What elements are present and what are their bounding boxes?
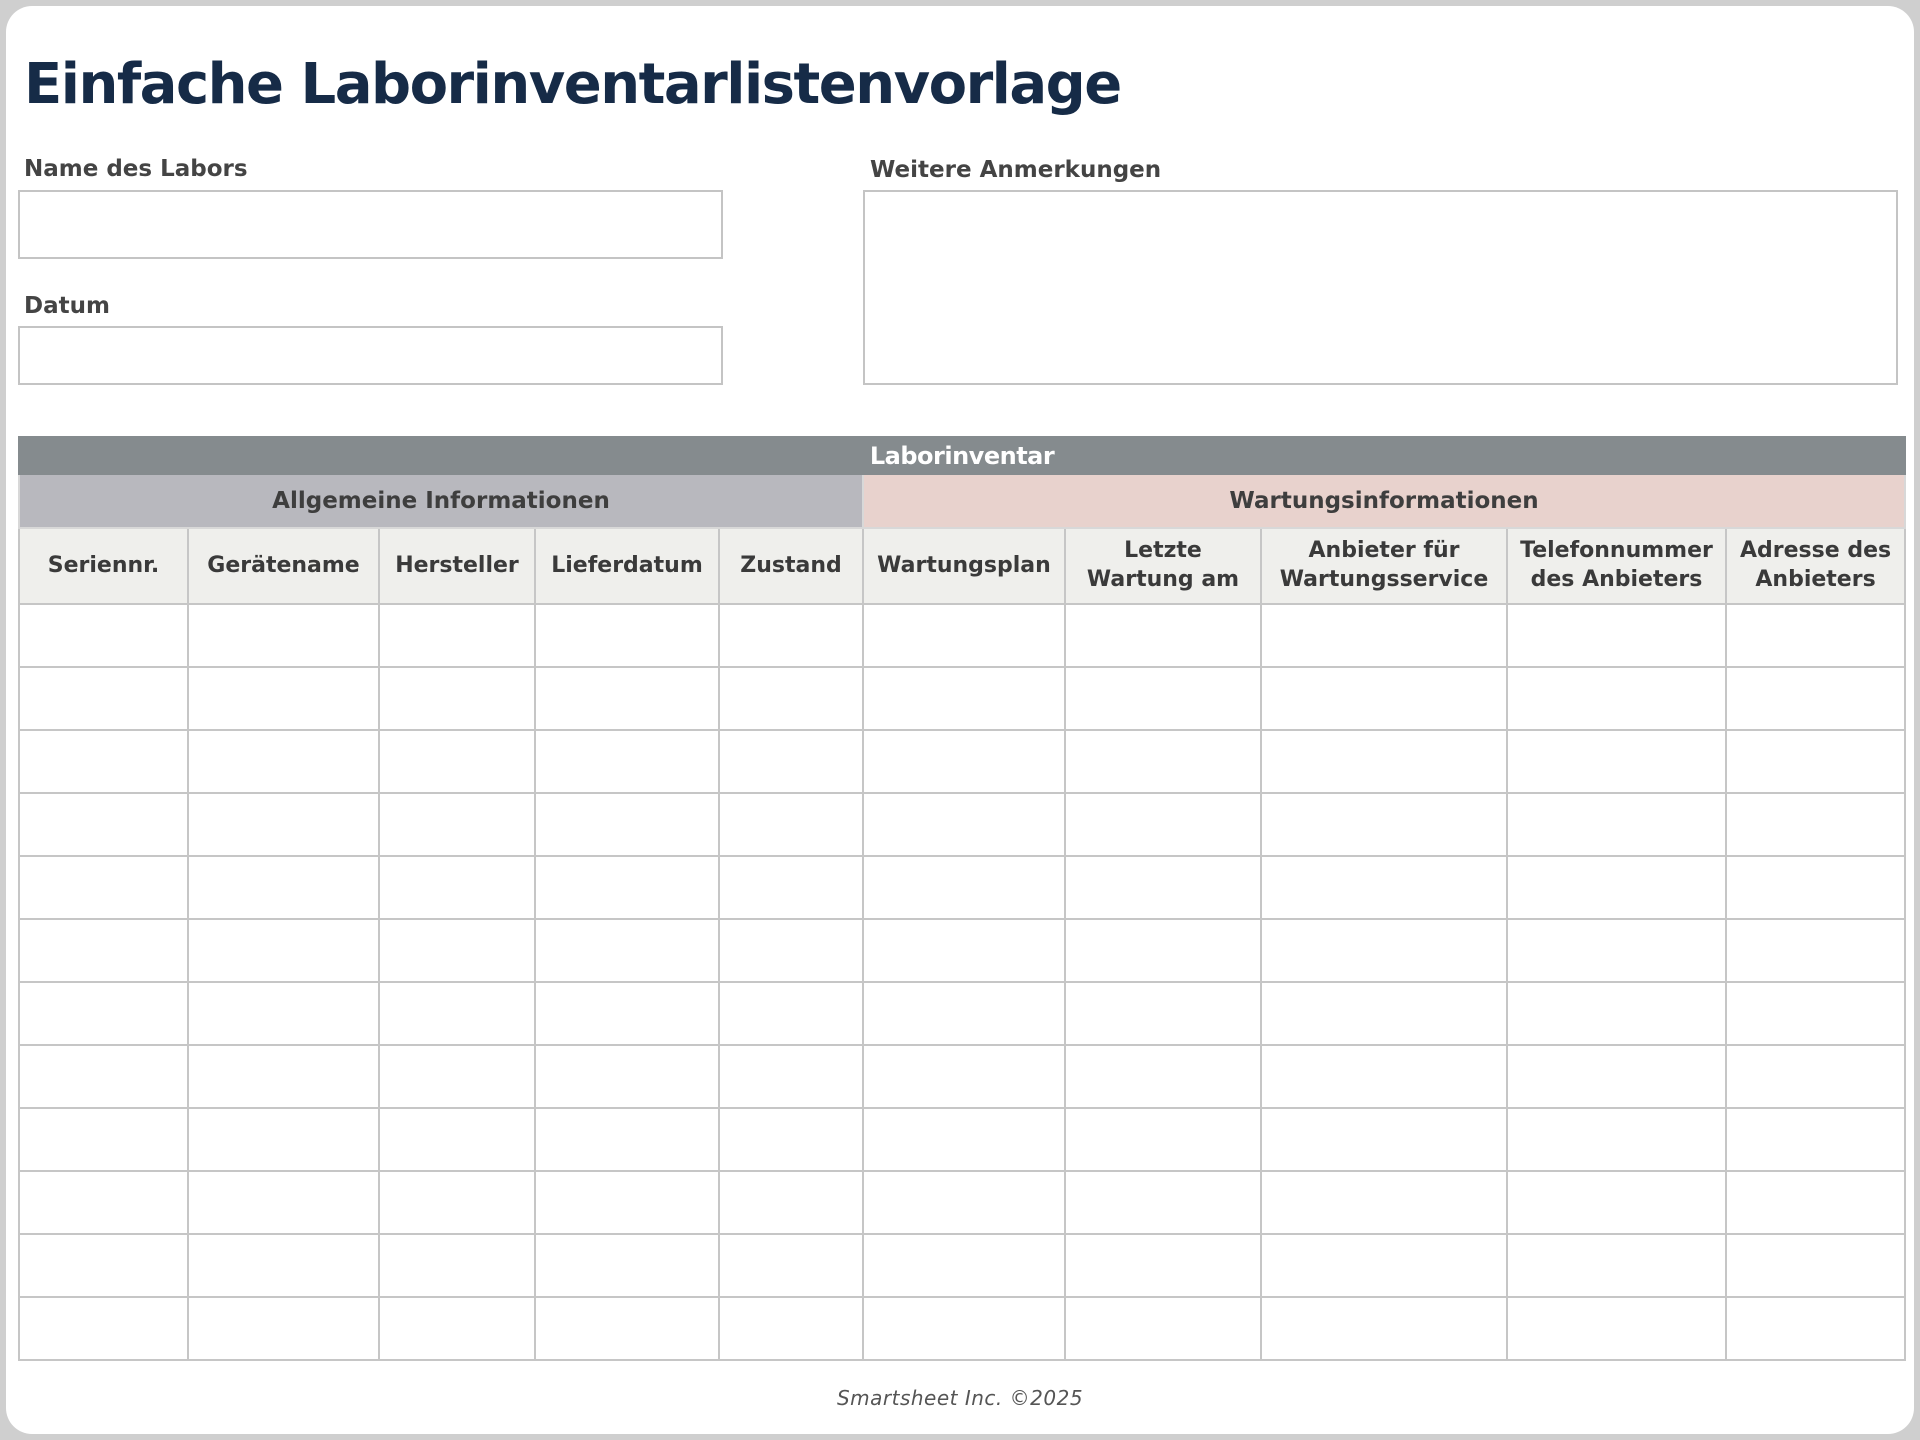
table-cell[interactable] [1507, 982, 1726, 1045]
lab-name-field[interactable] [18, 190, 723, 259]
column-header: Zustand [719, 528, 863, 604]
table-banner: Laborinventar [19, 437, 1905, 474]
notes-field[interactable] [863, 190, 1898, 385]
table-cell[interactable] [379, 667, 535, 730]
table-cell[interactable] [188, 1234, 379, 1297]
table-cell[interactable] [1261, 604, 1507, 667]
column-header: Telefonnummer des Anbieters [1507, 528, 1726, 604]
table-row [19, 1171, 1905, 1234]
column-header: Lieferdatum [535, 528, 719, 604]
table-cell[interactable] [379, 1045, 535, 1108]
table-cell[interactable] [1726, 1171, 1905, 1234]
date-field[interactable] [18, 326, 723, 385]
table-cell[interactable] [719, 604, 863, 667]
table-cell[interactable] [535, 604, 719, 667]
inventory-table-wrap [18, 436, 1904, 1361]
table-cell[interactable] [379, 919, 535, 982]
table-cell[interactable] [719, 1045, 863, 1108]
table-cell[interactable] [535, 1171, 719, 1234]
document-sheet [6, 6, 1914, 1434]
table-cell[interactable] [19, 856, 188, 919]
table-cell[interactable] [863, 1045, 1065, 1108]
table-row [19, 1297, 1905, 1360]
table-cell[interactable] [863, 604, 1065, 667]
table-cell[interactable] [1726, 856, 1905, 919]
inventory-table [18, 436, 1906, 1361]
table-cell[interactable] [1261, 1297, 1507, 1360]
table-cell[interactable] [1507, 919, 1726, 982]
table-cell[interactable] [535, 793, 719, 856]
table-cell[interactable] [719, 856, 863, 919]
table-body [19, 604, 1905, 1360]
table-row [19, 982, 1905, 1045]
table-cell[interactable] [379, 793, 535, 856]
table-cell[interactable] [719, 667, 863, 730]
table-cell[interactable] [719, 730, 863, 793]
table-cell[interactable] [1726, 667, 1905, 730]
table-cell[interactable] [1065, 982, 1261, 1045]
table-cell[interactable] [188, 1297, 379, 1360]
table-cell[interactable] [1507, 1234, 1726, 1297]
table-cell[interactable] [188, 604, 379, 667]
table-cell[interactable] [863, 730, 1065, 793]
table-cell[interactable] [1065, 1045, 1261, 1108]
table-cell[interactable] [19, 793, 188, 856]
table-cell[interactable] [188, 730, 379, 793]
table-cell[interactable] [1261, 1045, 1507, 1108]
table-cell[interactable] [19, 1108, 188, 1171]
table-cell[interactable] [19, 1045, 188, 1108]
table-cell[interactable] [535, 730, 719, 793]
table-cell[interactable] [1726, 1108, 1905, 1171]
table-cell[interactable] [1507, 856, 1726, 919]
table-cell[interactable] [535, 856, 719, 919]
table-cell[interactable] [19, 1171, 188, 1234]
table-cell[interactable] [535, 1108, 719, 1171]
table-cell[interactable] [379, 1297, 535, 1360]
table-cell[interactable] [1507, 604, 1726, 667]
page-title: Einfache Laborinventarlistenvorlage [24, 52, 1121, 117]
table-cell[interactable] [535, 919, 719, 982]
table-cell[interactable] [188, 982, 379, 1045]
table-cell[interactable] [863, 856, 1065, 919]
table-cell[interactable] [1261, 919, 1507, 982]
table-cell[interactable] [719, 982, 863, 1045]
table-cell[interactable] [719, 919, 863, 982]
table-cell[interactable] [863, 793, 1065, 856]
table-cell[interactable] [1261, 856, 1507, 919]
table-cell[interactable] [863, 1108, 1065, 1171]
column-header: Hersteller [379, 528, 535, 604]
table-cell[interactable] [188, 919, 379, 982]
table-cell[interactable] [535, 1045, 719, 1108]
table-cell[interactable] [1726, 1234, 1905, 1297]
table-row [19, 604, 1905, 667]
table-cell[interactable] [863, 1171, 1065, 1234]
table-cell[interactable] [19, 667, 188, 730]
table-cell[interactable] [1261, 1234, 1507, 1297]
table-cell[interactable] [19, 604, 188, 667]
table-row [19, 1045, 1905, 1108]
footer-copyright: Smartsheet Inc. ©2025 [836, 1386, 1084, 1410]
table-cell[interactable] [188, 1171, 379, 1234]
table-cell[interactable] [1726, 1297, 1905, 1360]
table-cell[interactable] [863, 982, 1065, 1045]
table-cell[interactable] [535, 1297, 719, 1360]
table-row [19, 1234, 1905, 1297]
column-header: Gerätename [188, 528, 379, 604]
table-cell[interactable] [719, 1297, 863, 1360]
table-cell[interactable] [19, 982, 188, 1045]
table-cell[interactable] [379, 856, 535, 919]
table-cell[interactable] [1065, 667, 1261, 730]
table-cell[interactable] [1726, 730, 1905, 793]
date-label: Datum [24, 293, 110, 319]
table-row [19, 856, 1905, 919]
table-row [19, 793, 1905, 856]
column-header: Wartungsplan [863, 528, 1065, 604]
table-cell[interactable] [719, 793, 863, 856]
table-cell[interactable] [19, 919, 188, 982]
table-cell[interactable] [1507, 667, 1726, 730]
table-cell[interactable] [19, 730, 188, 793]
table-cell[interactable] [188, 667, 379, 730]
table-cell[interactable] [1261, 1171, 1507, 1234]
table-cell[interactable] [1065, 793, 1261, 856]
table-cell[interactable] [1507, 1108, 1726, 1171]
group-maintenance-info: Wartungsinformationen [863, 474, 1905, 528]
table-cell[interactable] [863, 1297, 1065, 1360]
table-cell[interactable] [1726, 982, 1905, 1045]
table-cell[interactable] [863, 919, 1065, 982]
table-cell[interactable] [863, 1234, 1065, 1297]
table-row [19, 667, 1905, 730]
table-cell[interactable] [1507, 1045, 1726, 1108]
table-cell[interactable] [1065, 1171, 1261, 1234]
table-cell[interactable] [19, 1234, 188, 1297]
table-cell[interactable] [379, 1234, 535, 1297]
table-cell[interactable] [379, 730, 535, 793]
table-cell[interactable] [1261, 793, 1507, 856]
column-header: Adresse des Anbieters [1726, 528, 1905, 604]
table-cell[interactable] [1065, 1297, 1261, 1360]
table-cell[interactable] [379, 604, 535, 667]
table-cell[interactable] [1261, 1108, 1507, 1171]
table-cell[interactable] [863, 667, 1065, 730]
table-cell[interactable] [719, 1108, 863, 1171]
table-cell[interactable] [719, 1234, 863, 1297]
table-cell[interactable] [1065, 856, 1261, 919]
table-cell[interactable] [1726, 1045, 1905, 1108]
column-header: Anbieter für Wartungsservice [1261, 528, 1507, 604]
table-cell[interactable] [1726, 793, 1905, 856]
table-cell[interactable] [1261, 667, 1507, 730]
table-cell[interactable] [188, 1045, 379, 1108]
table-cell[interactable] [535, 1234, 719, 1297]
table-cell[interactable] [1726, 604, 1905, 667]
column-header: Letzte Wartung am [1065, 528, 1261, 604]
table-cell[interactable] [19, 1297, 188, 1360]
table-cell[interactable] [1507, 1171, 1726, 1234]
table-cell[interactable] [535, 982, 719, 1045]
table-cell[interactable] [379, 982, 535, 1045]
lab-name-label: Name des Labors [24, 156, 248, 182]
table-row [19, 1108, 1905, 1171]
table-cell[interactable] [1261, 982, 1507, 1045]
column-header-row [19, 528, 1905, 604]
table-cell[interactable] [719, 1171, 863, 1234]
table-cell[interactable] [1261, 730, 1507, 793]
table-cell[interactable] [1065, 1234, 1261, 1297]
table-cell[interactable] [188, 856, 379, 919]
table-cell[interactable] [1065, 730, 1261, 793]
column-header: Seriennr. [19, 528, 188, 604]
table-row [19, 919, 1905, 982]
table-cell[interactable] [1507, 730, 1726, 793]
table-cell[interactable] [1726, 919, 1905, 982]
table-cell[interactable] [1065, 919, 1261, 982]
group-general-info: Allgemeine Informationen [19, 474, 863, 528]
table-cell[interactable] [1507, 793, 1726, 856]
table-cell[interactable] [188, 793, 379, 856]
table-cell[interactable] [535, 667, 719, 730]
table-cell[interactable] [1065, 1108, 1261, 1171]
notes-label: Weitere Anmerkungen [870, 157, 1162, 183]
table-cell[interactable] [1507, 1297, 1726, 1360]
table-cell[interactable] [188, 1108, 379, 1171]
table-cell[interactable] [379, 1171, 535, 1234]
table-cell[interactable] [379, 1108, 535, 1171]
table-cell[interactable] [1065, 604, 1261, 667]
table-row [19, 730, 1905, 793]
